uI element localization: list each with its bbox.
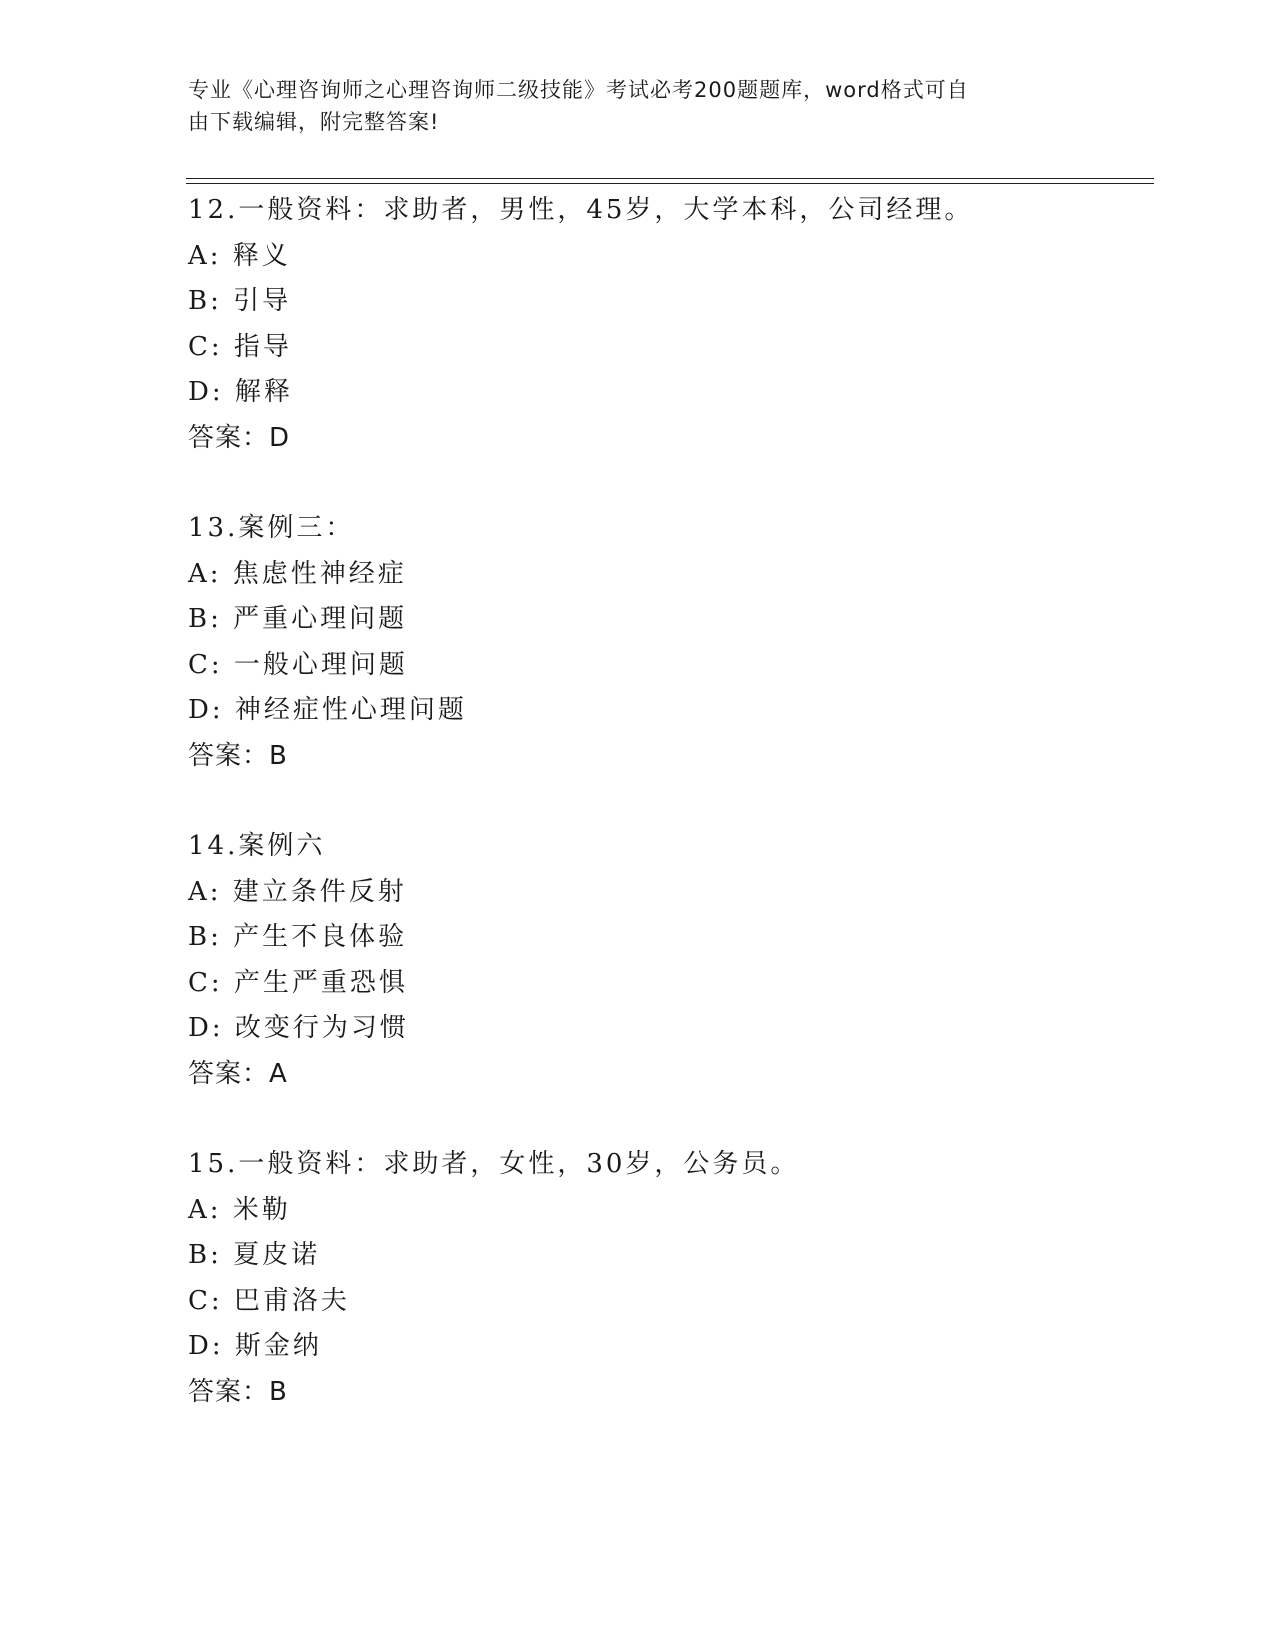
answer-label: 答案：B: [188, 740, 288, 771]
option-b: B: 产生不良体验: [188, 922, 408, 952]
option-a: A: 释义: [188, 240, 291, 271]
option-d: D: 神经症性心理问题: [188, 695, 467, 725]
option-c: C: 一般心理问题: [188, 649, 408, 680]
option-b: B: 严重心理问题: [188, 604, 408, 634]
option-c: C: 巴甫洛夫: [188, 1285, 350, 1316]
option-b: B: 夏皮诺: [188, 1240, 321, 1270]
header-divider-top: [186, 178, 1154, 179]
question-12: [188, 188, 1148, 461]
option-a: A: 焦虑性神经症: [188, 558, 407, 589]
option-a: A: 建立条件反射: [188, 876, 407, 907]
option-d: D: 斯金纳: [188, 1331, 322, 1361]
option-a: A: 米勒: [188, 1194, 291, 1225]
question-14: [188, 824, 1148, 1097]
header-line-1: 专业《心理咨询师之心理咨询师二级技能》考试必考200题题库，word格式可自: [188, 78, 969, 102]
question-stem: 14.案例六: [188, 831, 326, 861]
document-header: [188, 74, 1088, 138]
question-stem: 15.一般资料：求助者，女性，30岁，公务员。: [188, 1149, 800, 1179]
option-b: B: 引导: [188, 286, 292, 316]
option-d: D: 解释: [188, 377, 293, 407]
question-list: [188, 188, 1148, 1460]
answer-label: 答案：A: [188, 1058, 288, 1089]
question-13: [188, 506, 1148, 779]
question-stem: 12.一般资料：求助者，男性，45岁，大学本科，公司经理。: [188, 195, 974, 225]
option-d: D: 改变行为习惯: [188, 1013, 409, 1043]
answer-label: 答案：D: [188, 422, 291, 453]
option-c: C: 产生严重恐惧: [188, 967, 408, 998]
question-stem: 13.案例三：: [188, 513, 355, 543]
header-line-2: 由下载编辑，附完整答案!: [188, 110, 440, 134]
option-c: C: 指导: [188, 331, 292, 362]
question-15: [188, 1142, 1148, 1415]
answer-label: 答案：B: [188, 1376, 288, 1407]
header-divider-bottom: [186, 183, 1154, 184]
